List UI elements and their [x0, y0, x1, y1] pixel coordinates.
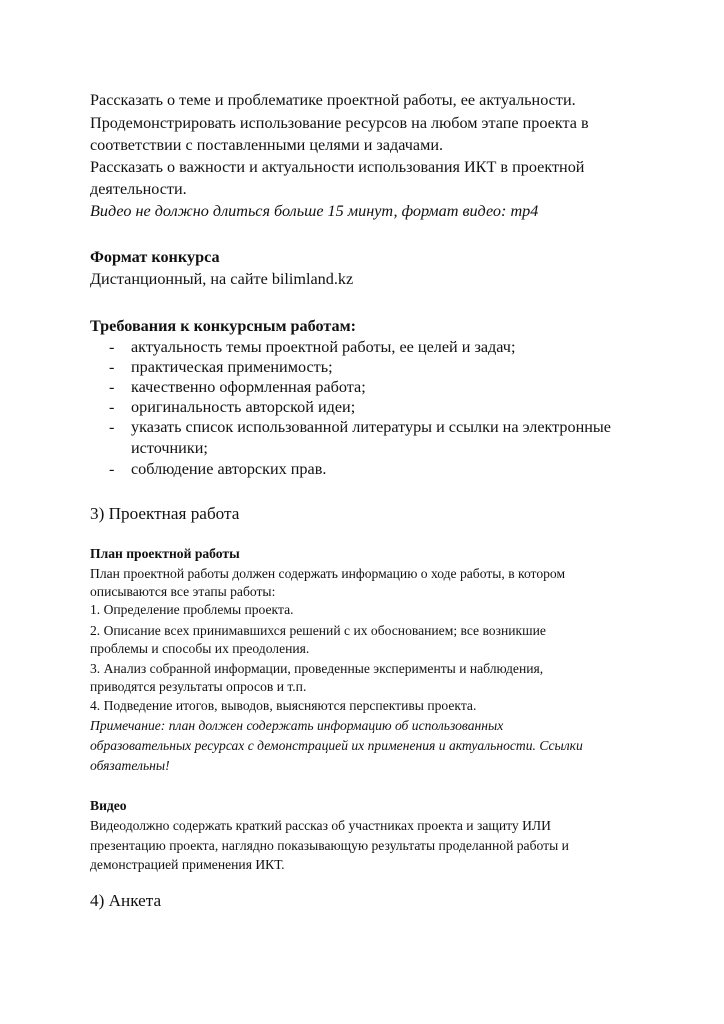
- bullet-marker: -: [109, 398, 115, 416]
- plan-line: описываются все этапы работы:: [90, 584, 276, 599]
- requirement-item: качественно оформленная работа;: [131, 378, 366, 396]
- requirement-item: оригинальность авторской идеи;: [131, 398, 356, 416]
- bullet-marker: -: [109, 418, 115, 436]
- section-4-heading: 4) Анкета: [90, 891, 162, 910]
- plan-line: 1. Определение проблемы проекта.: [90, 602, 294, 617]
- intro-video-note: Видео не должно длиться больше 15 минут, формат видео: mp4: [90, 202, 539, 220]
- requirement-item: практическая применимость;: [131, 358, 333, 376]
- intro-line-1: Рассказать о теме и проблематике проектной работы, ее актуальности.: [90, 91, 576, 109]
- plan-line: приводятся результаты опросов и т.п.: [90, 679, 307, 694]
- requirement-item-continuation: источники;: [131, 439, 208, 457]
- plan-line: проблемы и способы их преодоления.: [90, 641, 310, 656]
- bullet-marker: -: [109, 358, 115, 376]
- intro-line-3: соответствии с поставленными целями и задачами.: [90, 136, 444, 154]
- format-heading: Формат конкурса: [90, 248, 220, 266]
- plan-line: 4. Подведение итогов, выводов, выясняются перспективы проекта.: [90, 698, 477, 713]
- plan-note-line: Примечание: план должен содержать информацию об использованных: [90, 718, 504, 733]
- intro-line-5: деятельности.: [90, 180, 187, 198]
- bullet-marker: -: [109, 378, 115, 396]
- intro-line-4: Рассказать о важности и актуальности использования ИКТ в проектной: [90, 158, 585, 176]
- video-line: презентацию проекта, наглядно показывающую результаты проделанной работы и: [90, 838, 569, 853]
- bullet-marker: -: [109, 460, 115, 478]
- requirement-item: актуальность темы проектной работы, ее целей и задач;: [131, 338, 516, 356]
- intro-line-2: Продемонстрировать использование ресурсов на любом этапе проекта в: [90, 114, 589, 132]
- requirements-heading: Требования к конкурсным работам:: [90, 317, 357, 335]
- video-line: демонстрацией применения ИКТ.: [90, 857, 285, 872]
- requirement-item: соблюдение авторских прав.: [131, 460, 327, 478]
- plan-line: 3. Анализ собранной информации, проведенные эксперименты и наблюдения,: [90, 661, 544, 676]
- plan-note-line: образовательных ресурсах с демонстрацией их применения и актуальности. Ссылки: [90, 738, 583, 753]
- bullet-marker: -: [109, 338, 115, 356]
- plan-line: 2. Описание всех принимавшихся решений с их обоснованием; все возникшие: [90, 623, 546, 638]
- format-text: Дистанционный, на сайте bilimland.kz: [90, 270, 354, 288]
- video-heading: Видео: [90, 798, 127, 813]
- plan-line: План проектной работы должен содержать информацию о ходе работы, в котором: [90, 566, 566, 581]
- section-3-heading: 3) Проектная работа: [90, 504, 240, 523]
- plan-heading: План проектной работы: [90, 546, 240, 561]
- plan-note-line: обязательны!: [90, 758, 170, 773]
- video-line: Видеодолжно содержать краткий рассказ об участниках проекта и защиту ИЛИ: [90, 818, 551, 833]
- requirement-item: указать список использованной литературы и ссылки на электронные: [131, 418, 611, 436]
